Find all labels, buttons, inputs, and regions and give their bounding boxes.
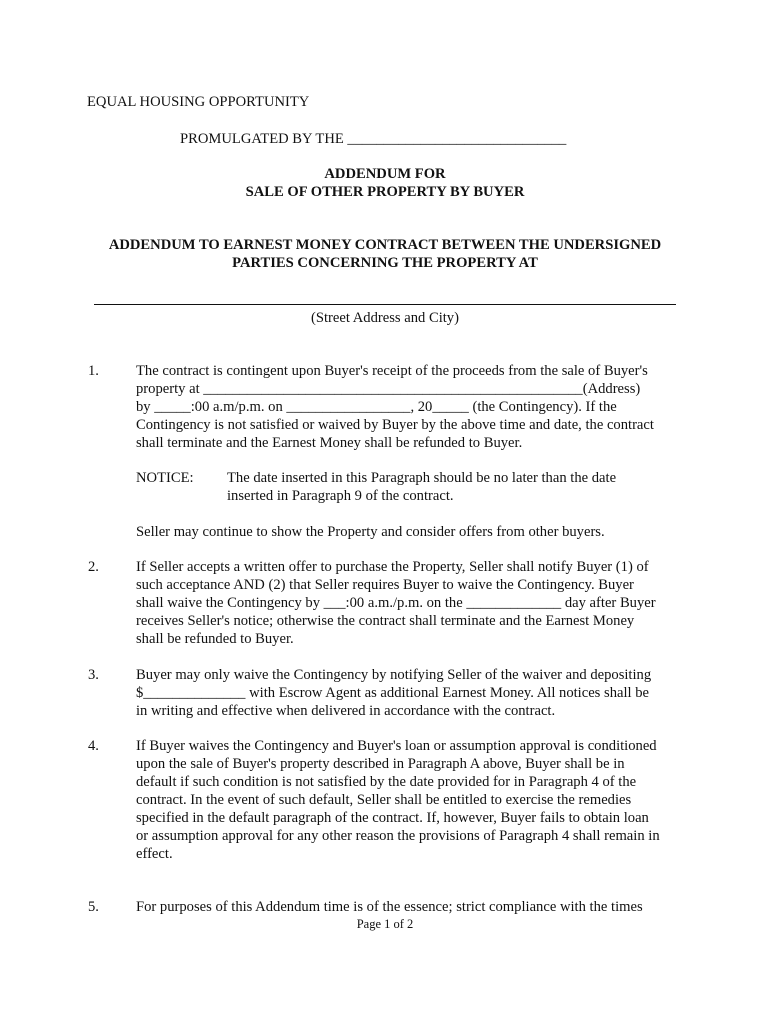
- item-1-line: Contingency is not satisfied or waived by Buyer by the above time and date, the contract: [136, 417, 654, 433]
- item-number-3: 3.: [88, 667, 99, 683]
- street-address-blank[interactable]: [94, 304, 676, 305]
- page-number: Page 1 of 2: [356, 917, 414, 931]
- item-3-line: in writing and effective when delivered in accordance with the contract.: [136, 703, 556, 719]
- item-5-line: For purposes of this Addendum time is of the essence; strict compliance with the times: [136, 899, 643, 915]
- item-text-4: [136, 737, 678, 863]
- item-2-line: shall waive the Contingency by ___:00 a.m./p.m. on the _____________ day after Buyer: [136, 595, 656, 611]
- item-1-line: The contract is contingent upon Buyer's receipt of the proceeds from the sale of Buyer's: [136, 363, 648, 379]
- item-number-1: 1.: [88, 363, 99, 379]
- notice-line: The date inserted in this Paragraph should be no later than the date: [227, 470, 617, 486]
- notice-line: inserted in Paragraph 9 of the contract.: [227, 488, 454, 504]
- subtitle-line-2: PARTIES CONCERNING THE PROPERTY AT: [232, 255, 538, 271]
- item-2-line: If Seller accepts a written offer to purchase the Property, Seller shall notify Buyer (1) of: [136, 559, 649, 575]
- promulgated-line: PROMULGATED BY THE ______________________________: [180, 131, 567, 147]
- title-line-1: ADDENDUM FOR: [324, 166, 446, 182]
- item-2-line: receives Seller's notice; otherwise the contract shall terminate and the Earnest Money: [136, 613, 635, 629]
- item-text-5: [136, 898, 678, 916]
- item-text-1: [136, 362, 678, 452]
- item-3-line: Buyer may only waive the Contingency by notifying Seller of the waiver and depositing: [136, 667, 652, 683]
- item-4-line: If Buyer waives the Contingency and Buyer's loan or assumption approval is conditioned: [136, 738, 657, 754]
- notice-text: [227, 469, 667, 505]
- item-4-line: default if such condition is not satisfied by the date provided for in Paragraph 4 of the: [136, 774, 637, 790]
- item-number-5: 5.: [88, 899, 99, 915]
- item-3-line: $______________ with Escrow Agent as additional Earnest Money. All notices shall be: [136, 685, 649, 701]
- subtitle-line-1: ADDENDUM TO EARNEST MONEY CONTRACT BETWEEN THE UNDERSIGNED: [108, 237, 662, 253]
- equal-housing-heading: EQUAL HOUSING OPPORTUNITY: [87, 94, 310, 110]
- item-2-line: shall be refunded to Buyer.: [136, 631, 294, 647]
- item-number-2: 2.: [88, 559, 99, 575]
- item-4-line: specified in the default paragraph of the contract. If, however, Buyer fails to obtain loan: [136, 810, 649, 826]
- street-address-caption: (Street Address and City): [311, 310, 459, 326]
- item-4-line: upon the sale of Buyer's property described in Paragraph A above, Buyer shall be in: [136, 756, 625, 772]
- item-1-line: shall terminate and the Earnest Money shall be refunded to Buyer.: [136, 435, 523, 451]
- item-4-line: or assumption approval for any other reason the provisions of Paragraph 4 shall remain in: [136, 828, 660, 844]
- notice-label: NOTICE:: [136, 470, 194, 486]
- item-4-line: contract. In the event of such default, Seller shall be entitled to exercise the remedies: [136, 792, 632, 808]
- item-2-line: such acceptance AND (2) that Seller requires Buyer to waive the Contingency. Buyer: [136, 577, 634, 593]
- item-1-line: property at ____________________________________________________(Address): [136, 381, 641, 397]
- item-4-line: effect.: [136, 846, 173, 862]
- item-number-4: 4.: [88, 738, 99, 754]
- item-text-2: [136, 558, 678, 648]
- seller-show-text: Seller may continue to show the Property and consider offers from other buyers.: [136, 524, 605, 540]
- item-text-3: [136, 666, 678, 720]
- title-line-2: SALE OF OTHER PROPERTY BY BUYER: [245, 184, 525, 200]
- item-1-line: by _____:00 a.m/p.m. on _________________, 20_____ (the Contingency). If the: [136, 399, 617, 415]
